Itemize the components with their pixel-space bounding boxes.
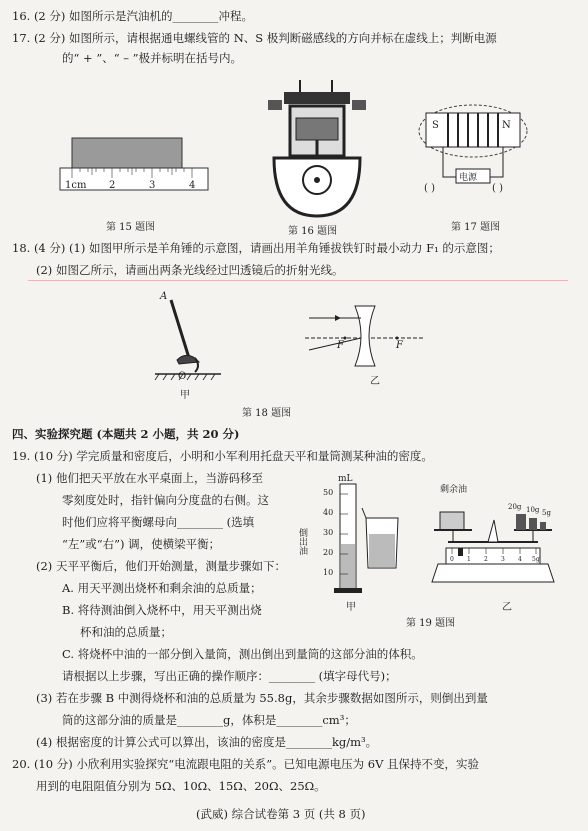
q19-step-A: A. 用天平测出烧杯和剩余油的总质量； bbox=[62, 581, 262, 595]
hammer-point-O: O bbox=[178, 371, 187, 382]
ruler-tick-2: 2 bbox=[109, 180, 116, 191]
hammer-point-A: A bbox=[160, 291, 168, 302]
cylinder-tick-40: 40 bbox=[323, 508, 334, 517]
scale-tick-3: 3 bbox=[501, 556, 505, 563]
q19-part4: (4) 根据密度的计算公式可以算出，该油的密度是________kg/m³。 bbox=[36, 735, 378, 749]
remaining-oil-label: 剩余油 bbox=[440, 485, 468, 495]
q19-part3-line2: 筒的这部分油的质量是________g，体积是________cm³； bbox=[62, 713, 356, 727]
q19-part1-line3: 时他们应将平衡螺母向________ (选填 bbox=[62, 515, 255, 529]
lens-focus-right: F bbox=[396, 340, 403, 351]
fig16-caption: 第 16 题图 bbox=[288, 226, 338, 237]
power-source-label: 电源 bbox=[459, 173, 478, 183]
cylinder-unit-mL: mL bbox=[338, 474, 353, 484]
q17-line2: 的“ + ”、“ – ”极并标明在括号内。 bbox=[62, 51, 243, 65]
fig15-caption: 第 15 题图 bbox=[106, 222, 156, 233]
fig18-caption: 第 18 题图 bbox=[242, 408, 292, 419]
cylinder-tick-20: 20 bbox=[323, 548, 334, 557]
scale-tick-1: 1 bbox=[467, 556, 471, 563]
fig19-yi-label: 乙 bbox=[502, 602, 512, 613]
red-pen-line bbox=[28, 280, 568, 281]
fig19-caption: 第 19 题图 bbox=[406, 618, 456, 629]
q19-line1: 19. (10 分) 学完质量和密度后，小明和小军利用托盘天平和量筒测某种油的密度。 bbox=[12, 449, 433, 463]
cylinder-tick-50: 50 bbox=[323, 488, 334, 497]
section-4-heading: 四、实验探究题 (本题共 2 小题，共 20 分) bbox=[12, 427, 240, 441]
weight-20g: 20g bbox=[508, 503, 522, 511]
scale-tick-4: 4 bbox=[518, 556, 522, 563]
poured-oil-label: 倒出油 bbox=[297, 528, 307, 555]
fig16-engine-diagram bbox=[262, 78, 372, 218]
q19-part1-line4: “左”或“右”) 调，使横梁平衡； bbox=[62, 537, 221, 551]
ruler-tick-3: 3 bbox=[149, 180, 156, 191]
q17-line1: 17. (2 分) 如图所示，请根据通电螺线管的 N、S 极判断磁感线的方向并标在虚线上；判断电源 bbox=[12, 31, 497, 45]
q18-line1: 18. (4 分) (1) 如图甲所示是羊角锤的示意图，请画出用羊角锤拔铁钉时最小动力 F₁ 的示意图； bbox=[12, 241, 500, 255]
q19-part1-line2: 零刻度处时，指针偏向分度盘的右侧。这 bbox=[62, 493, 269, 507]
fig18-hammer-diagram bbox=[155, 292, 225, 382]
q20-line1: 20. (10 分) 小欣利用实验探究“电流跟电阻的关系”。已知电源电压为 6V 且保持不变，实验 bbox=[12, 757, 480, 771]
ruler-tick-1cm: 1cm bbox=[65, 180, 87, 191]
bracket-right: ( ) bbox=[492, 183, 503, 194]
cylinder-tick-10: 10 bbox=[323, 568, 334, 577]
q20-line2: 用到的电阻阻值分别为 5Ω、10Ω、15Ω、20Ω、25Ω。 bbox=[36, 779, 326, 793]
q16-text: 16. (2 分) 如图所示是汽油机的________冲程。 bbox=[12, 9, 254, 23]
weight-5g: 5g bbox=[542, 509, 551, 517]
bracket-left: ( ) bbox=[424, 183, 435, 194]
cylinder-tick-30: 30 bbox=[323, 528, 334, 537]
fig18-yi-label: 乙 bbox=[370, 376, 380, 387]
scale-tick-2: 2 bbox=[484, 556, 488, 563]
q19-step-C: C. 将烧杯中油的一部分倒入量筒，测出倒出到量筒的这部分油的体积。 bbox=[62, 647, 423, 661]
scale-tick-5g: 5g bbox=[532, 556, 540, 563]
scale-tick-0: 0 bbox=[450, 556, 454, 563]
ruler-tick-4: 4 bbox=[189, 180, 196, 191]
solenoid-S-label: S bbox=[432, 120, 439, 131]
fig17-caption: 第 17 题图 bbox=[451, 222, 501, 233]
solenoid-N-label: N bbox=[502, 120, 511, 131]
fig19-jia-label: 甲 bbox=[346, 602, 356, 613]
q19-step-B-line2: 杯和油的总质量； bbox=[80, 625, 172, 639]
q19-part1-line1: (1) 他们把天平放在水平桌面上，当游码移至 bbox=[36, 471, 263, 485]
lens-focus-left: F bbox=[337, 340, 344, 351]
q18-line2: (2) 如图乙所示，请画出两条光线经过凹透镜后的折射光线。 bbox=[36, 263, 344, 277]
q19-order-prompt: 请根据以上步骤，写出正确的操作顺序：________ (填字母代号)； bbox=[62, 669, 397, 683]
fig18-jia-label: 甲 bbox=[180, 390, 190, 401]
q19-part2-line1: (2) 天平平衡后，他们开始测量，测量步骤如下： bbox=[36, 559, 286, 573]
weight-10g: 10g bbox=[526, 506, 540, 514]
q19-step-B-line1: B. 将待测油倒入烧杯中，用天平测出烧 bbox=[62, 603, 262, 617]
page-footer: (武威) 综合试卷第 3 页 (共 8 页) bbox=[196, 807, 366, 821]
fig18-lens-diagram bbox=[305, 300, 425, 370]
q19-part3-line1: (3) 若在步骤 B 中测得烧杯和油的总质量为 55.8g，其余步骤数据如图所示，则倒出到量 bbox=[36, 691, 488, 705]
